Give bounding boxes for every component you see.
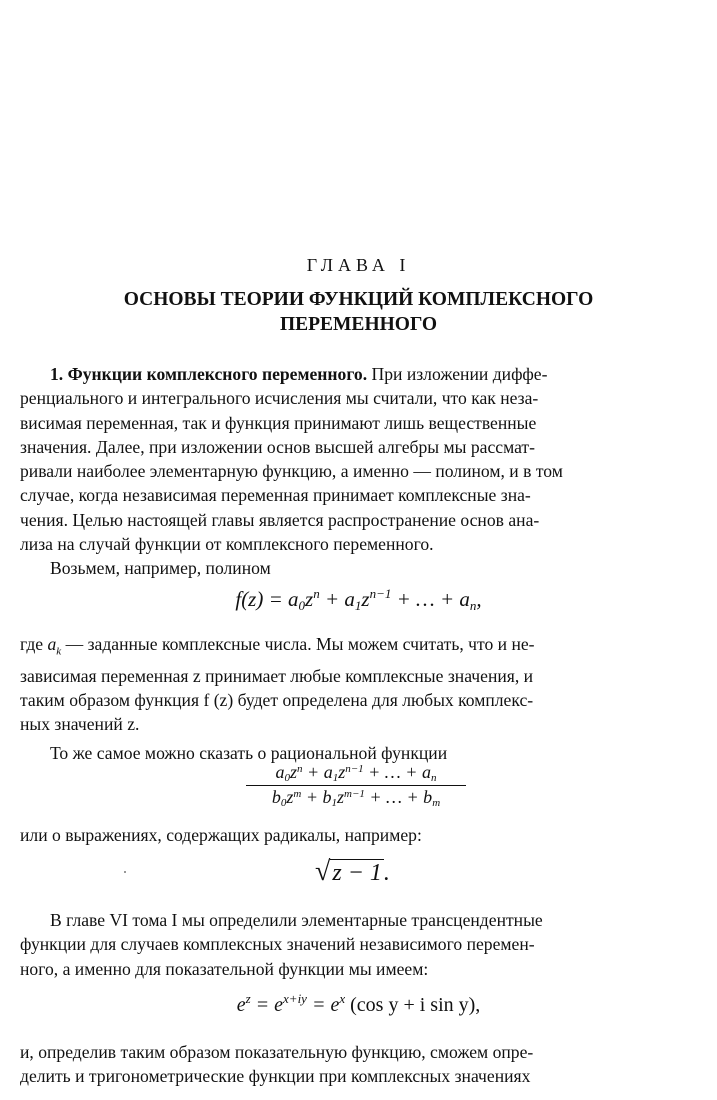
paragraph-line: ного, а именно для показательной функции мы имеем: <box>20 958 429 979</box>
chapter-title-line-2: ПЕРЕМЕННОГО <box>279 314 438 335</box>
paragraph-4 <box>20 908 698 981</box>
section-1-paragraph <box>20 362 698 581</box>
paragraph-line: ривали наиболее элементарную функцию, а именно — полином, и в том <box>20 461 563 482</box>
paragraph-line: ных значений z. <box>20 714 140 735</box>
paragraph-line: или о выражениях, содержащих радикалы, например: <box>20 825 422 845</box>
paragraph-line: функции для случаев комплексных значений независимого перемен- <box>20 934 535 955</box>
paragraph-3 <box>20 823 698 847</box>
paragraph-line: В главе VI тома I мы определили элементарные трансцендентные <box>50 910 543 930</box>
chapter-title-line-1: ОСНОВЫ ТЕОРИИ ФУНКЦИЙ КОМПЛЕКСНОГО <box>123 289 594 310</box>
paragraph-line: висимая переменная, так и функция принимают лишь вещественные <box>20 412 537 433</box>
print-speck <box>124 871 126 873</box>
fraction-numerator: $a_0z^n + a_1z^{n-1}$ + … + $a_n$ <box>246 762 466 786</box>
chapter-title <box>0 287 717 337</box>
paragraph-2 <box>20 632 698 765</box>
chapter-label: ГЛАВА I <box>306 255 411 275</box>
exponential-formula: $e^z = e^{x+iy} = e^x$ (cos y + i sin y), <box>236 991 481 1016</box>
paragraph-line: делить и тригонометрические функции при комплексных значениях <box>20 1066 531 1087</box>
paragraph-line: значения. Далее, при изложении основ высшей алгебры мы рассмат- <box>20 436 535 457</box>
paragraph-line: зависимая переменная z принимает любые комплексные значения, и <box>20 665 534 686</box>
radical-expression: √z − 1. <box>315 856 390 887</box>
rational-function-fraction <box>246 762 466 809</box>
paragraph-line: лиза на случай функции от комплексного переменного. <box>20 534 434 555</box>
paragraph-line: Возьмем, например, полином <box>50 558 271 579</box>
paragraph-line: ренциального и интегрального исчисления мы считали, что как неза- <box>20 388 539 409</box>
paragraph-line: чения. Целью настоящей главы является распространение основ ана- <box>20 509 540 530</box>
paragraph-line: и, определив таким образом показательную функцию, сможем опре- <box>20 1042 534 1062</box>
paragraph-line: То же самое можно сказать о рациональной функции <box>50 742 448 763</box>
paragraph-line: 1. Функции комплексного переменного. При изложении диффе- <box>50 364 548 384</box>
radical-sign: √ <box>315 856 331 887</box>
section-heading: 1. Функции комплексного переменного. <box>50 364 368 384</box>
fraction-denominator: $b_0z^m + b_1z^{m-1}$ + … + $b_m$ <box>271 787 441 809</box>
paragraph-5 <box>20 1040 698 1089</box>
paragraph-line: где $a_k$ — заданные комплексные числа. Мы можем считать, что и не- <box>20 634 535 658</box>
paragraph-line: таким образом функция f (z) будет определена для любых комплекс- <box>20 690 534 711</box>
polynomial-formula: $f(z) = a_0z^n + a_1z^{n-1}$ + … + $a_n$, <box>235 586 482 613</box>
paragraph-line: случае, когда независимая переменная принимает комплексные зна- <box>20 485 531 506</box>
